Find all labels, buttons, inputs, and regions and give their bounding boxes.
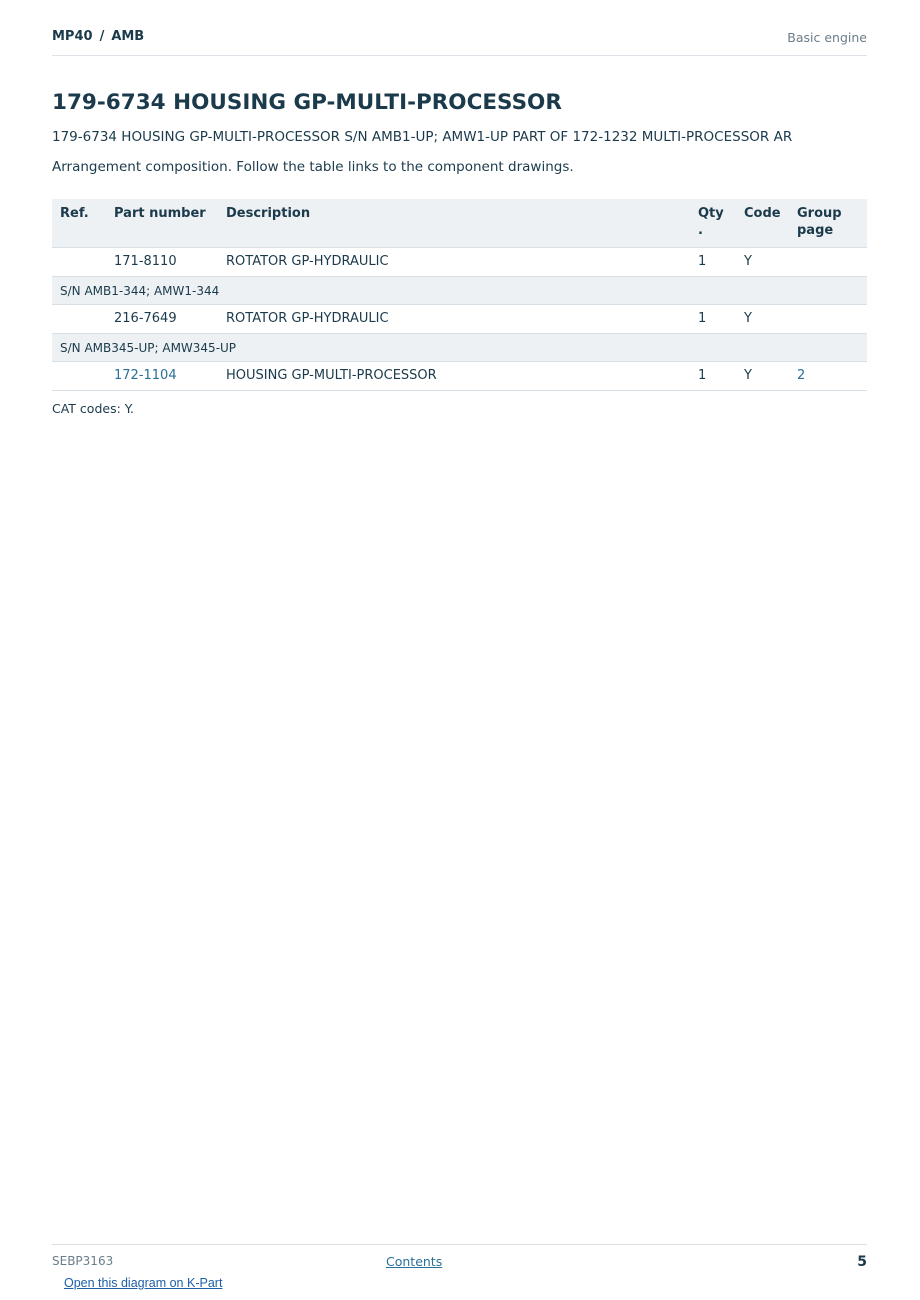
cell-part-number: 171-8110 xyxy=(106,248,218,277)
table-header-row xyxy=(52,199,867,248)
cell-part-number xyxy=(106,362,218,391)
cell-group-page xyxy=(789,305,867,334)
cell-group-page xyxy=(789,248,867,277)
serial-note: S/N AMB1-344; AMW1-344 xyxy=(52,277,867,305)
document-id: SEBP3163 xyxy=(52,1254,114,1268)
col-group-page xyxy=(789,199,867,248)
section-label: Basic engine xyxy=(787,30,867,45)
cell-code: Y xyxy=(736,248,789,277)
col-qty-dot: . xyxy=(698,223,703,238)
page-header xyxy=(52,29,867,56)
col-part-number: Part number xyxy=(106,199,218,248)
cell-code: Y xyxy=(736,362,789,391)
page-footer xyxy=(52,1244,867,1275)
cell-qty: 1 xyxy=(690,248,736,277)
cell-description: ROTATOR GP-HYDRAULIC xyxy=(218,305,690,334)
cell-group-page xyxy=(789,362,867,391)
breadcrumb-separator: / xyxy=(99,29,105,44)
breadcrumb-prefix[interactable]: AMB xyxy=(111,29,145,44)
col-code: Code xyxy=(736,199,789,248)
serial-note: S/N AMB345-UP; AMW345-UP xyxy=(52,334,867,362)
page-subtitle: 179-6734 HOUSING GP-MULTI-PROCESSOR S/N AMB1-UP; AMW1-UP PART OF 172-1232 MULTI-PROCESSOR AR xyxy=(52,129,793,145)
table-row xyxy=(52,305,867,334)
kpart-link[interactable]: Open this diagram on K-Part xyxy=(64,1276,223,1290)
intro-text: Arrangement composition. Follow the table links to the component drawings. xyxy=(52,159,574,175)
col-ref: Ref. xyxy=(52,199,106,248)
cell-code: Y xyxy=(736,305,789,334)
col-description: Description xyxy=(218,199,690,248)
cell-part-number: 216-7649 xyxy=(106,305,218,334)
cell-ref xyxy=(52,248,106,277)
col-qty-label: Qty xyxy=(698,206,724,221)
parts-table xyxy=(52,199,867,391)
page-number: 5 xyxy=(857,1254,867,1270)
col-page-label: page xyxy=(797,223,834,238)
breadcrumb-model[interactable]: MP40 xyxy=(52,29,93,44)
serial-note-row xyxy=(52,277,867,305)
cell-description: HOUSING GP-MULTI-PROCESSOR xyxy=(218,362,690,391)
cell-description: ROTATOR GP-HYDRAULIC xyxy=(218,248,690,277)
group-page-link[interactable]: 2 xyxy=(797,368,806,383)
table-row xyxy=(52,362,867,391)
contents-link[interactable]: Contents xyxy=(386,1254,443,1269)
cell-ref xyxy=(52,362,106,391)
part-number-link[interactable]: 172-1104 xyxy=(114,368,177,383)
col-group-label: Group xyxy=(797,206,842,221)
col-qty xyxy=(690,199,736,248)
table-row xyxy=(52,248,867,277)
cell-ref xyxy=(52,305,106,334)
cell-qty: 1 xyxy=(690,362,736,391)
cat-codes-note: CAT codes: Y. xyxy=(52,401,134,416)
page-title: 179-6734 HOUSING GP-MULTI-PROCESSOR xyxy=(52,90,562,115)
serial-note-row xyxy=(52,334,867,362)
breadcrumb xyxy=(52,29,144,44)
cell-qty: 1 xyxy=(690,305,736,334)
